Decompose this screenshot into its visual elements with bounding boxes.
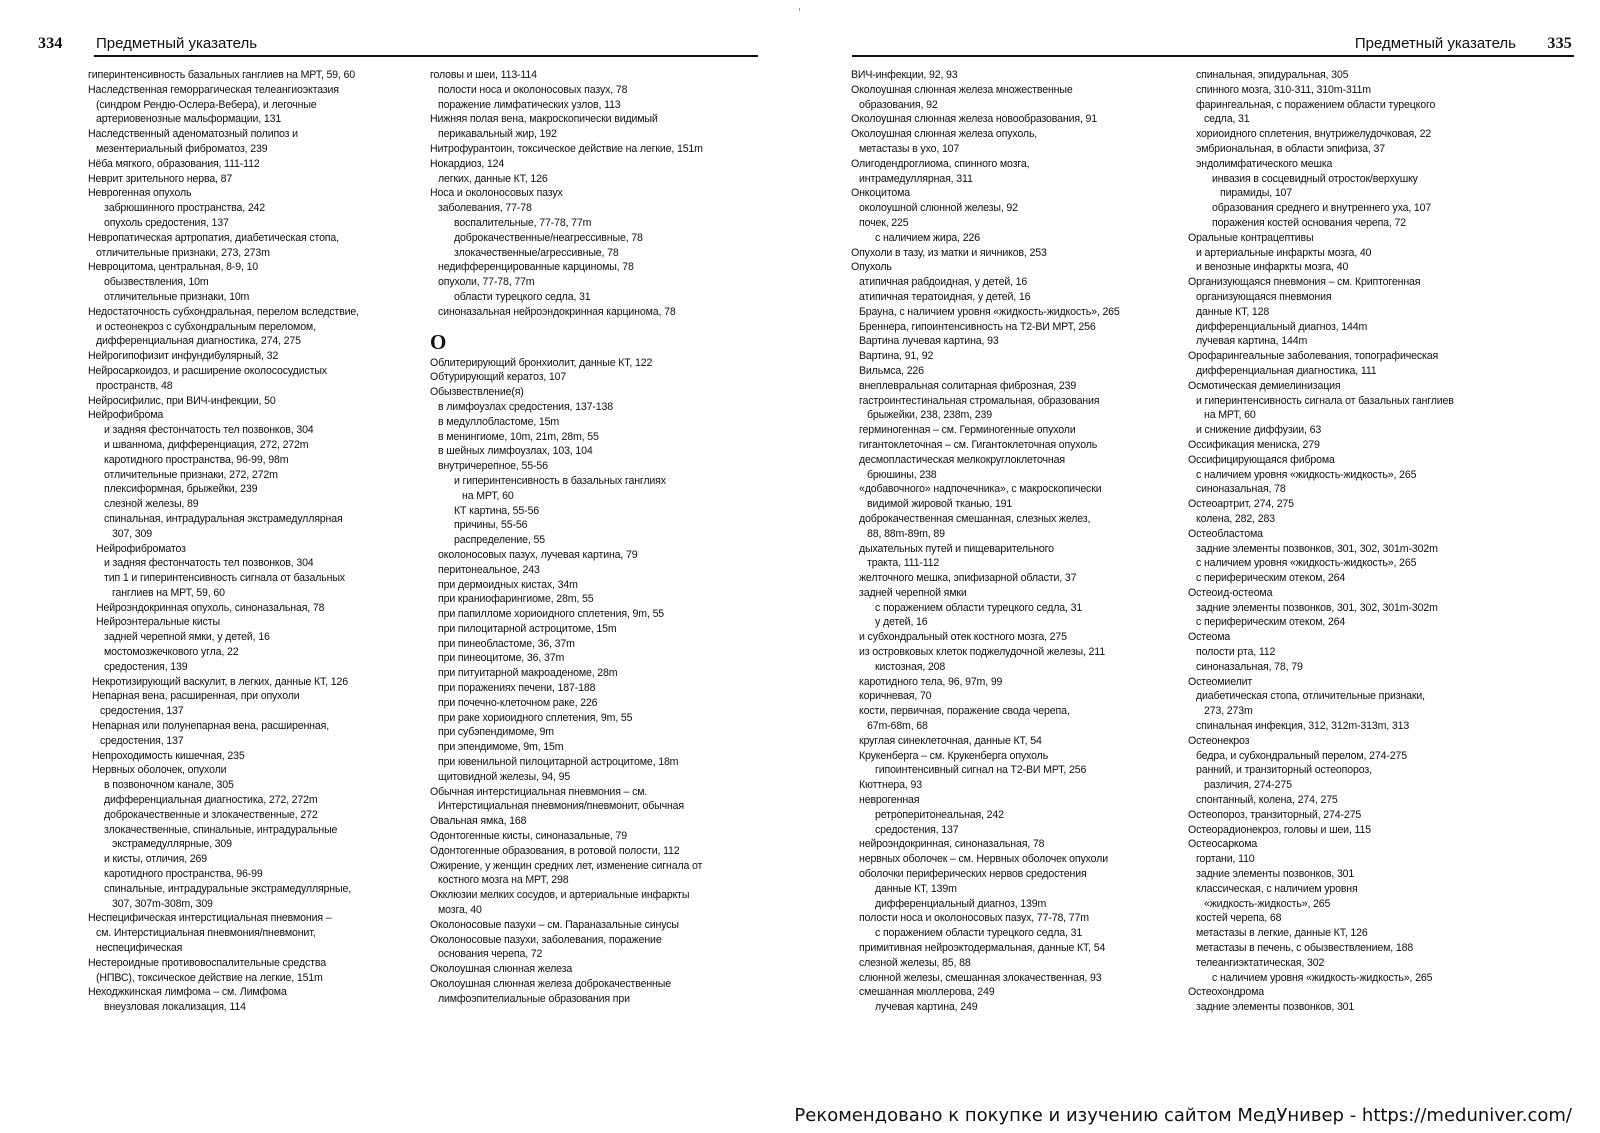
index-entry: спинальные, интрадуральные экстрамедуллярные, <box>104 882 352 895</box>
index-entry: см. Интерстициальная пневмония/пневмонит, <box>96 927 316 940</box>
index-letter-heading: О <box>430 329 447 354</box>
index-entry: Обычная интерстициальная пневмония – см. <box>430 785 648 798</box>
right-page <box>800 0 1600 1080</box>
index-entry: Неспецифическая интерстициальная пневмония – <box>88 912 332 925</box>
index-entry: поражение лимфатических узлов, 113 <box>438 98 621 111</box>
index-entry: дифференциальная диагностика, 272, 272m <box>104 794 318 807</box>
index-entry: спонтанный, колена, 274, 275 <box>1196 794 1338 807</box>
index-entry: перитонеальное, 243 <box>438 563 540 576</box>
index-entry: синоназальная, 78, 79 <box>1196 660 1303 673</box>
index-entry: на МРТ, 60 <box>1204 409 1256 422</box>
running-title-left: Предметный указатель <box>96 35 258 52</box>
index-entry: костей черепа, 68 <box>1196 912 1282 925</box>
index-entry: костного мозга на МРТ, 298 <box>438 874 569 887</box>
index-entry: гастроинтестинальная стромальная, образования <box>859 394 1100 407</box>
index-entry: различия, 274-275 <box>1204 779 1292 792</box>
index-entry: в шейных лимфоузлах, 103, 104 <box>438 445 593 458</box>
index-entry: неспецифическая <box>96 942 183 955</box>
index-entry: лучевая картина, 249 <box>875 1001 978 1014</box>
index-entry: смешанная мюллерова, 249 <box>859 986 995 999</box>
index-entry: почек, 225 <box>859 216 909 229</box>
index-entry: внеузловая локализация, 114 <box>104 1001 246 1014</box>
index-entry: организующаяся пневмония <box>1196 290 1332 303</box>
index-entry: Ожирение, у женщин средних лет, изменение сигнала от <box>430 859 703 872</box>
watermark-text: Рекомендовано к покупке и изучению сайтом МедУнивер - https://meduniver.com/ <box>794 1105 1572 1126</box>
index-entry: 307, 309 <box>112 527 153 540</box>
index-entry: Остеома <box>1188 631 1231 644</box>
index-entry: в менингиоме, 10m, 21m, 28m, 55 <box>438 430 599 443</box>
index-entry: Оссификация мениска, 279 <box>1188 438 1320 451</box>
index-entry: причины, 55-56 <box>454 519 528 532</box>
index-entry: Нервных оболочек, опухоли <box>92 764 227 777</box>
index-entry: средостения, 137 <box>100 705 184 718</box>
index-entry: при краниофарингиоме, 28m, 55 <box>438 593 594 606</box>
index-entry: синоназальная нейроэндокринная карцинома, 78 <box>438 305 676 318</box>
index-entry: дыхательных путей и пищеварительного <box>859 542 1054 555</box>
index-entry: дифференциальная диагностика, 111 <box>1196 364 1377 377</box>
index-entry: мостомозжечкового угла, 22 <box>104 646 239 659</box>
index-entry: распределение, 55 <box>454 534 545 547</box>
index-entry: основания черепа, 72 <box>438 948 543 961</box>
index-entry: и остеонекроз с субхондральным переломом, <box>96 320 316 333</box>
index-entry: обызвествления, 10m <box>104 276 209 289</box>
index-entry: спинного мозга, 310-311, 310m-311m <box>1196 83 1371 96</box>
index-entry: ВИЧ-инфекции, 92, 93 <box>851 69 958 81</box>
index-entry: Околоушная слюнная железа множественные <box>851 83 1073 96</box>
index-entry: Интерстициальная пневмония/пневмонит, обычная <box>438 800 684 813</box>
header-rule-left <box>94 55 758 57</box>
index-entry: при питуитарной макроаденоме, 28m <box>438 667 618 680</box>
index-entry: Обтурирующий кератоз, 107 <box>430 371 567 384</box>
index-entry: средостения, 139 <box>104 660 188 673</box>
index-entry: классическая, с наличием уровня <box>1196 882 1358 895</box>
index-entry: забрюшинного пространства, 242 <box>104 202 266 215</box>
index-entry: Остеомиелит <box>1188 675 1253 688</box>
index-entry: при эпендимоме, 9m, 15m <box>438 741 564 754</box>
index-entry: тракта, 111-112 <box>867 557 940 570</box>
index-entry: Одонтогенные образования, в ротовой полости, 112 <box>430 844 680 857</box>
index-entry: желточного мешка, эпифизарной области, 37 <box>859 572 1077 585</box>
index-entry: ганглиев на МРТ, 59, 60 <box>112 586 225 599</box>
index-entry: и гиперинтенсивность в базальных ганглиях <box>454 474 666 487</box>
index-entry: Брауна, с наличием уровня «жидкость-жидкость», 265 <box>859 305 1120 318</box>
index-entry: Бреннера, гипоинтенсивность на Т2-ВИ МРТ, 256 <box>859 320 1096 333</box>
index-entry: эндолимфатического мешка <box>1196 157 1333 170</box>
index-entry: слезной железы, 85, 88 <box>859 956 971 969</box>
index-entry: Нейроэндокринная опухоль, синоназальная, 78 <box>96 601 325 614</box>
index-entry: Остеохондрома <box>1188 986 1265 999</box>
index-entry: (синдром Рендю-Ослера-Вебера), и легочные <box>96 98 317 111</box>
page-number-left: 334 <box>38 35 63 52</box>
index-entry: неврогенная <box>859 794 920 807</box>
index-entry: и шванномa, дифференциация, 272, 272m <box>104 438 309 451</box>
index-entry: отличительные признаки, 273, 273m <box>96 246 270 259</box>
index-entry: Орофарингеальные заболевания, топографическая <box>1188 350 1439 363</box>
index-entry: задние элементы позвонков, 301, 302, 301m-302m <box>1196 601 1438 614</box>
index-entry: средостения, 137 <box>100 734 184 747</box>
header-rule-right <box>852 55 1574 57</box>
index-entry: кистозная, 208 <box>875 660 946 673</box>
index-entry: задние элементы позвонков, 301, 302, 301m-302m <box>1196 542 1438 555</box>
index-entry: опухоли, 77-78, 77m <box>438 276 535 289</box>
index-entry: Околоушная слюнная железа опухоль, <box>851 128 1038 141</box>
index-entry: дифференциальный диагноз, 139m <box>875 897 1047 910</box>
index-entry: на МРТ, 60 <box>462 489 514 502</box>
index-entry: в лимфоузлах средостения, 137-138 <box>438 400 613 413</box>
index-entry: поражения костей основания черепа, 72 <box>1212 216 1406 229</box>
index-entry: ретроперитонеальная, 242 <box>875 808 1004 821</box>
index-entry: Остеобластома <box>1188 527 1263 540</box>
index-entry: каротидного тела, 96, 97m, 99 <box>859 675 1003 688</box>
index-entry: метастазы в печень, с обызвествлением, 188 <box>1196 942 1414 955</box>
index-entry: при ювенильной пилоцитарной астроцитоме, 18m <box>438 756 679 769</box>
index-entry: лимфоэпителиальные образования при <box>438 992 630 1005</box>
index-column-1 <box>88 68 418 1015</box>
index-entry: эмбриональная, в области эпифиза, 37 <box>1196 142 1385 155</box>
index-entry: злокачественные/агрессивные, 78 <box>454 246 619 259</box>
index-entry: синоназальная, 78 <box>1196 483 1286 496</box>
index-entry: Нейрофиброматоз <box>96 542 186 555</box>
index-entry: гиперинтенсивность базальных ганглиев на МРТ, 59, 60 <box>88 69 355 81</box>
index-entry: «жидкость-жидкость», 265 <box>1204 897 1331 910</box>
index-entry: колена, 282, 283 <box>1196 512 1275 525</box>
index-entry: брюшины, 238 <box>867 468 937 481</box>
index-entry: при пинеоцитоме, 36, 37m <box>438 652 565 665</box>
index-entry: и задняя фестончатость тел позвонков, 304 <box>104 557 314 570</box>
index-entry: седла, 31 <box>1204 113 1250 126</box>
index-entry: КТ картина, 55-56 <box>454 504 539 517</box>
index-entry: каротидного пространства, 96-99, 98m <box>104 453 289 466</box>
index-entry: Остеоартрит, 274, 275 <box>1188 498 1294 511</box>
index-entry: атипичная тератоидная, у детей, 16 <box>859 290 1031 303</box>
index-entry: телеангиэктатическая, 302 <box>1196 956 1325 969</box>
index-entry: и артериальные инфаркты мозга, 40 <box>1196 246 1372 259</box>
index-entry: атипичная рабдоидная, у детей, 16 <box>859 276 1028 289</box>
index-entry: Непроходимость кишечная, 235 <box>92 749 245 762</box>
index-entry: коричневая, 70 <box>859 690 932 703</box>
index-entry: при субэпендимоме, 9m <box>438 726 554 739</box>
index-entry: околоносовых пазух, лучевая картина, 79 <box>438 548 638 561</box>
index-entry: десмопластическая мелкокруглоклеточная <box>859 453 1065 466</box>
index-entry: диабетическая стопа, отличительные признаки, <box>1196 690 1425 703</box>
index-entry: задние элементы позвонков, 301 <box>1196 1001 1355 1014</box>
index-entry: образования, 92 <box>859 98 938 111</box>
index-entry: недифференцированные карциномы, 78 <box>438 261 634 274</box>
index-entry: доброкачественные/неагрессивные, 78 <box>454 231 643 244</box>
index-entry: отличительные признаки, 10m <box>104 290 250 303</box>
index-entry: Крукенберга – см. Крукенберга опухоль <box>859 749 1049 762</box>
index-entry: нейроэндокринная, синоназальная, 78 <box>859 838 1045 851</box>
index-entry: Вартина, 91, 92 <box>859 350 934 363</box>
index-entry: при почечно-клеточном раке, 226 <box>438 696 598 709</box>
index-entry: полости носа и околоносовых пазух, 78 <box>438 83 628 96</box>
index-entry: Неходжкинская лимфома – см. Лимфома <box>88 986 287 999</box>
index-entry: фарингеальная, с поражением области турецкого <box>1196 98 1436 111</box>
index-column-2 <box>430 68 760 1007</box>
index-entry: задние элементы позвонков, 301 <box>1196 868 1355 881</box>
index-entry: с наличием жира, 226 <box>875 231 980 244</box>
index-entry: ранний, и транзиторный остеопороз, <box>1196 764 1372 777</box>
index-entry: и кисты, отличия, 269 <box>104 853 208 866</box>
index-entry: с наличием уровня «жидкость-жидкость», 265 <box>1196 468 1417 481</box>
index-entry: брыжейки, 238, 238m, 239 <box>867 409 992 422</box>
index-entry: задней черепной ямки, у детей, 16 <box>104 631 270 644</box>
index-entry: Остеопороз, транзиторный, 274-275 <box>1188 808 1362 821</box>
index-entry: Остеорадионекроз, головы и шеи, 115 <box>1188 823 1371 836</box>
page-number-right: 335 <box>1547 35 1572 52</box>
index-entry: Непарная или полунепарная вена, расширенная, <box>92 720 329 733</box>
index-entry: Околоушная слюнная железа <box>430 963 573 976</box>
index-entry: гигантоклеточная – см. Гигантоклеточная опухоль <box>859 438 1098 451</box>
index-entry: Кюттнера, 93 <box>859 779 922 792</box>
index-column-3 <box>851 68 1181 1015</box>
index-entry: метастазы в легкие, данные КТ, 126 <box>1196 927 1368 940</box>
index-entry: слюнной железы, смешанная злокачественная, 93 <box>859 971 1102 984</box>
index-entry: Нейрогипофизит инфундибулярный, 32 <box>88 350 279 363</box>
index-entry: Организующаяся пневмония – см. Криптогенная <box>1188 276 1421 289</box>
index-entry: спинальная, эпидуральная, 305 <box>1196 69 1349 81</box>
index-entry: тип 1 и гиперинтенсивность сигнала от базальных <box>104 572 345 585</box>
index-entry: Неврогенная опухоль <box>88 187 192 200</box>
index-entry: перикавальный жир, 192 <box>438 128 557 141</box>
index-entry: Наследственный аденоматозный полипоз и <box>88 128 298 141</box>
index-entry: каротидного пространства, 96-99 <box>104 868 263 881</box>
index-entry: и венозные инфаркты мозга, 40 <box>1196 261 1349 274</box>
index-entry: Некротизирующий васкулит, в легких, данные КТ, 126 <box>92 675 348 688</box>
index-entry: Околоушная слюнная железа доброкачественные <box>430 978 671 991</box>
index-entry: мезентериальный фиброматоз, 239 <box>96 142 268 155</box>
index-entry: Носа и околоносовых пазух <box>430 187 563 200</box>
index-entry: задней черепной ямки <box>859 586 967 599</box>
index-entry: Остеонекроз <box>1188 734 1250 747</box>
index-entry: гортани, 110 <box>1196 853 1255 866</box>
index-entry: оболочки периферических нервов средостения <box>859 868 1087 881</box>
index-entry: с наличием уровня «жидкость-жидкость», 265 <box>1196 557 1417 570</box>
index-entry: Опухоли в тазу, из матки и яичников, 253 <box>851 246 1047 259</box>
index-entry: Непарная вена, расширенная, при опухоли <box>92 690 300 703</box>
index-entry: Нестероидные противовоспалительные средства <box>88 956 326 969</box>
index-entry: у детей, 16 <box>875 616 928 629</box>
index-entry: и задняя фестончатость тел позвонков, 304 <box>104 424 314 437</box>
index-entry: Нитрофурантоин, токсическое действие на легкие, 151m <box>430 142 703 155</box>
index-entry: данные КТ, 139m <box>875 882 957 895</box>
index-entry: Неврит зрительного нерва, 87 <box>88 172 233 185</box>
index-entry: Оссифицирующаяся фиброма <box>1188 453 1335 466</box>
index-entry: видимой жировой тканью, 191 <box>867 498 1013 511</box>
index-entry: интрамедуллярная, 311 <box>859 172 973 185</box>
index-entry: области турецкого седла, 31 <box>454 290 591 303</box>
index-entry: слезной железы, 89 <box>104 498 199 511</box>
index-entry: метастазы в ухо, 107 <box>859 142 960 155</box>
index-entry: околоушной слюнной железы, 92 <box>859 202 1018 215</box>
index-entry: (НПВС), токсическое действие на легкие, 151m <box>96 971 323 984</box>
index-entry: и субхондральный отек костного мозга, 275 <box>859 631 1067 644</box>
index-entry: Олигодендроглиома, спинного мозга, <box>851 157 1030 170</box>
index-entry: лучевая картина, 144m <box>1196 335 1308 348</box>
index-entry: Остеоид-остеома <box>1188 586 1273 599</box>
index-entry: примитивная нейроэктодермальная, данные КТ, 54 <box>859 942 1106 955</box>
index-entry: Облитерирующий бронхиолит, данные КТ, 122 <box>430 356 653 369</box>
index-entry: образования среднего и внутреннего уха, 107 <box>1212 202 1432 215</box>
index-entry: мозга, 40 <box>438 904 482 917</box>
index-entry: легких, данные КТ, 126 <box>438 172 548 185</box>
index-entry: Опухоль <box>851 261 892 274</box>
index-entry: щитовидной железы, 94, 95 <box>438 770 571 783</box>
index-entry: Вартина лучевая картина, 93 <box>859 335 999 348</box>
index-entry: Нейросаркоидоз, и расширение околососудистых <box>88 364 327 377</box>
index-entry: отличительные признаки, 272, 272m <box>104 468 278 481</box>
index-entry: Осмотическая демиелинизация <box>1188 379 1341 392</box>
index-entry: 67m-68m, 68 <box>867 720 928 733</box>
index-entry: и гиперинтенсивность сигнала от базальных ганглиев <box>1196 394 1454 407</box>
index-entry: артериовенозные мальформации, 131 <box>96 113 282 126</box>
index-entry: полости носа и околоносовых пазух, 77-78, 77m <box>859 912 1089 925</box>
index-entry: при раке хориоидного сплетения, 9m, 55 <box>438 711 633 724</box>
index-entry: спинальная инфекция, 312, 312m-313m, 313 <box>1196 720 1410 733</box>
index-entry: пирамиды, 107 <box>1220 187 1293 200</box>
index-entry: инвазия в сосцевидный отросток/верхушку <box>1212 172 1418 185</box>
index-entry: Онкоцитома <box>851 187 911 200</box>
index-entry: в позвоночном канале, 305 <box>104 779 234 792</box>
index-entry: с периферическим отеком, 264 <box>1196 616 1346 629</box>
index-entry: при дермоидных кистах, 34m <box>438 578 578 591</box>
index-entry: при пинеобластоме, 36, 37m <box>438 637 575 650</box>
index-entry: Одонтогенные кисты, синоназальные, 79 <box>430 830 627 843</box>
index-entry: Наследственная геморрагическая телеангиоэктазия <box>88 83 339 96</box>
index-entry: Околоушная слюнная железа новообразования, 91 <box>851 113 1098 126</box>
index-entry: данные КТ, 128 <box>1196 305 1270 318</box>
index-entry: Недостаточность субхондральная, перелом вследствие, <box>88 305 359 318</box>
index-entry: кости, первичная, поражение свода черепа, <box>859 705 1070 718</box>
index-entry: с наличием уровня «жидкость-жидкость», 265 <box>1212 971 1433 984</box>
index-entry: с поражением области турецкого седла, 31 <box>875 927 1083 940</box>
index-entry: Нейросифилис, при ВИЧ-инфекции, 50 <box>88 394 276 407</box>
index-entry: Околоносовые пазухи, заболевания, поражение <box>430 933 662 946</box>
index-entry: Околоносовые пазухи – см. Параназальные синусы <box>430 918 679 931</box>
index-entry: внутричерепное, 55-56 <box>438 460 548 473</box>
index-entry: «добавочного» надпочечника», с макроскопически <box>859 483 1102 496</box>
left-page <box>0 0 800 1080</box>
index-entry: дифференциальный диагноз, 144m <box>1196 320 1368 333</box>
index-entry: внеплевральная солитарная фиброзная, 239 <box>859 379 1077 392</box>
index-entry: 273, 273m <box>1204 705 1253 718</box>
index-entry: Невропатическая артропатия, диабетическая стопа, <box>88 231 339 244</box>
index-entry: Вильмса, 226 <box>859 364 924 377</box>
index-entry: Нёба мягкого, образования, 111-112 <box>88 157 260 170</box>
index-entry: дифференциальная диагностика, 274, 275 <box>96 335 301 348</box>
index-entry: круглая синеклеточная, данные КТ, 54 <box>859 734 1042 747</box>
index-entry: гипоинтенсивный сигнал на Т2-ВИ МРТ, 256 <box>875 764 1087 777</box>
index-entry: из островковых клеток поджелудочной железы, 211 <box>859 646 1105 659</box>
index-entry: и снижение диффузии, 63 <box>1196 424 1322 437</box>
index-entry: бедра, и субхондральный перелом, 274-275 <box>1196 749 1407 762</box>
index-entry: 88, 88m-89m, 89 <box>867 527 945 540</box>
index-entry: нервных оболочек – см. Нервных оболочек опухоли <box>859 853 1108 866</box>
index-entry: с поражением области турецкого седла, 31 <box>875 601 1083 614</box>
index-entry: заболевания, 77-78 <box>438 202 532 215</box>
index-entry: Невроцитома, центральная, 8-9, 10 <box>88 261 259 274</box>
index-entry: пространств, 48 <box>96 379 173 392</box>
index-entry: доброкачественная смешанная, слезных желез, <box>859 512 1091 525</box>
index-entry: средостения, 137 <box>875 823 959 836</box>
index-entry: Нейроэнтеральные кисты <box>96 616 220 629</box>
index-entry: воспалительные, 77-78, 77m <box>454 216 592 229</box>
index-entry: герминогенная – см. Герминогенные опухоли <box>859 424 1076 437</box>
index-entry: при пилоцитарной астроцитоме, 15m <box>438 622 617 635</box>
index-entry: при папилломе хориоидного сплетения, 9m, 55 <box>438 608 665 621</box>
index-entry: Нейрофиброма <box>88 409 164 422</box>
index-entry: Нижняя полая вена, макроскопически видимый <box>430 113 658 126</box>
index-entry: опухоль средостения, 137 <box>104 216 229 229</box>
index-entry: при поражениях печени, 187-188 <box>438 682 596 695</box>
index-column-4 <box>1188 68 1518 1015</box>
index-entry: Нокардиоз, 124 <box>430 157 505 170</box>
index-entry: Оральные контрацептивы <box>1188 231 1314 244</box>
index-entry: экстрамедуллярные, 309 <box>112 838 232 851</box>
index-entry: Обызвествление(я) <box>430 386 524 399</box>
index-entry: с периферическим отеком, 264 <box>1196 572 1346 585</box>
running-title-right: Предметный указатель <box>1354 35 1516 52</box>
index-entry: в медуллобластоме, 15m <box>438 415 560 428</box>
index-entry: злокачественные, спинальные, интрадуральные <box>104 823 338 836</box>
index-entry: Окклюзии мелких сосудов, и артериальные инфаркты <box>430 889 690 902</box>
index-entry: полости рта, 112 <box>1196 646 1276 659</box>
index-entry: доброкачественные и злокачественные, 272 <box>104 808 318 821</box>
index-entry: Остеосаркома <box>1188 838 1258 851</box>
index-entry: головы и шеи, 113-114 <box>430 69 537 81</box>
index-entry: 307, 307m-308m, 309 <box>112 897 213 910</box>
index-entry: Овальная ямка, 168 <box>430 815 527 828</box>
index-entry: плексиформная, брыжейки, 239 <box>104 483 258 496</box>
index-entry: хориоидного сплетения, внутрижелудочковая, 22 <box>1196 128 1432 141</box>
index-entry: спинальная, интрадуральная экстрамедуллярная <box>104 512 343 525</box>
